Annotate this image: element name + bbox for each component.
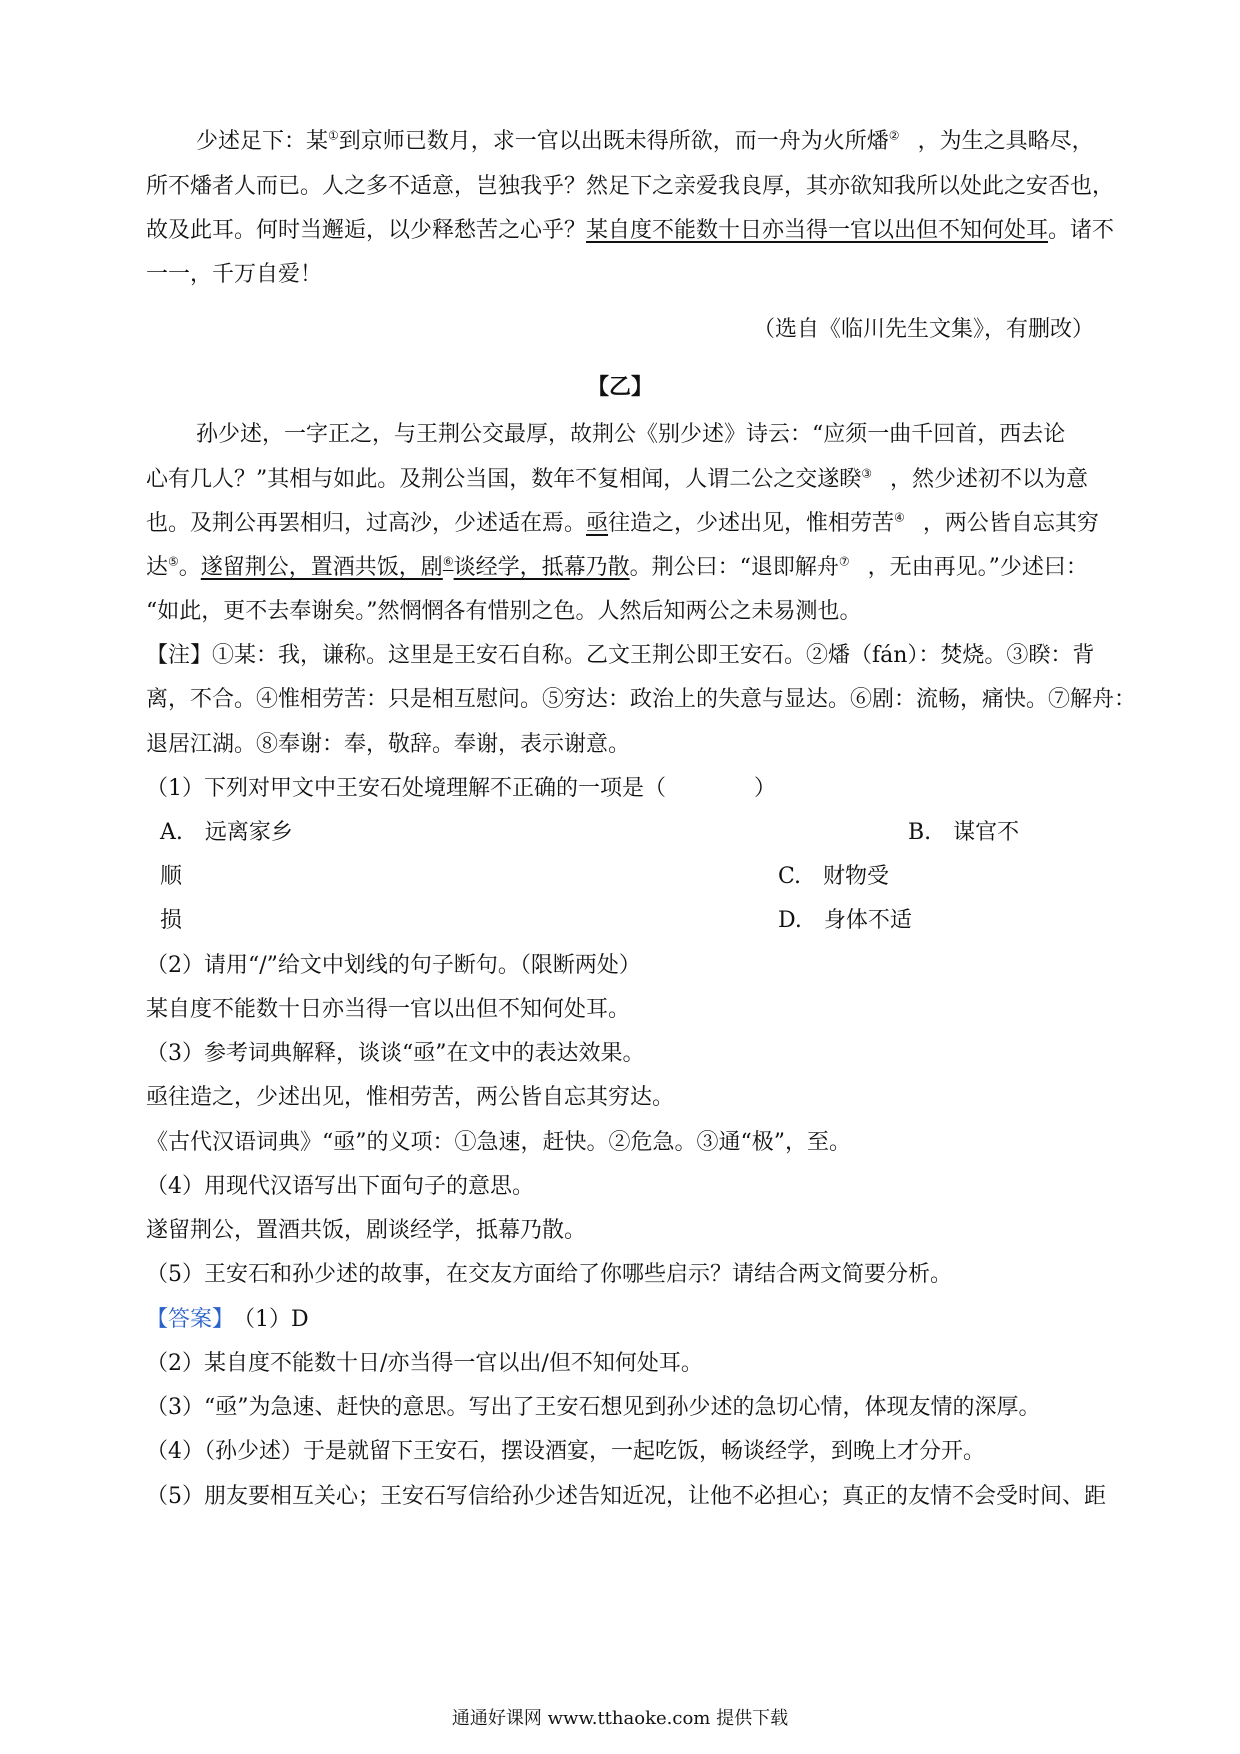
question-3: （3）参考词典解释，谈谈“亟”在文中的表达效果。: [146, 1041, 645, 1066]
answer-3: （3）“亟”为急速、赶快的意思。写出了王安石想见到孙少述的急切心情，体现友情的深厚。: [146, 1395, 1041, 1420]
text-span: 。诸不: [1048, 218, 1115, 243]
underlined-sentence: 遂留荆公，置酒共饭，剧: [200, 555, 443, 580]
underlined-word: 亟: [586, 511, 609, 536]
answer-5: （5）朋友要相互关心；王安石写信给孙少述告知近况，让他不必担心；真正的友情不会受时间、距: [146, 1484, 1107, 1509]
footnote-marker: ①: [328, 128, 339, 143]
footnote-marker: ⑥: [442, 554, 454, 569]
text-span: 往造之，少述出见，惟相劳苦: [608, 511, 895, 536]
option-c: C. 财物受: [778, 864, 890, 889]
text-span: 达: [146, 555, 169, 580]
notes-line-1: 【注】①某：我，谦称。这里是王安石自称。乙文王荆公即王安石。②燔（fán）：焚烧。③睽：背: [146, 643, 1095, 668]
question-1: （1）下列对甲文中王安石处境理解不正确的一项是（ ）: [146, 776, 776, 801]
text-span: 。荆公曰：“退即解舟: [629, 555, 839, 580]
jia-line-3: [146, 216, 1115, 246]
text-span: 故及此耳。何时当邂逅，以少释愁苦之心乎？: [146, 218, 587, 243]
jia-line-2: 所不燔者人而已。人之多不适意，岂独我乎？然足下之亲爱我良厚，其亦欲知我所以处此之安否也，: [146, 174, 1115, 199]
text-span: 也。及荆公再罢相归，过高沙，少述适在焉。: [146, 511, 587, 536]
jia-line-4: 一一，千万自爱！: [146, 262, 323, 287]
yi-line-4: [146, 553, 1096, 583]
yi-line-5: “如此，更不去奉谢矣。”然惘惘各有惜别之色。人然后知两公之未易测也。: [146, 599, 862, 624]
jia-line-1: [196, 127, 1146, 157]
question-3-dictionary: 《古代汉语词典》“亟”的义项：①急速，赶快。②危急。③通“极”，至。: [146, 1130, 851, 1155]
notes-line-2: 离，不合。④惟相劳苦：只是相互慰问。⑤穷达：政治上的失意与显达。⑥剧：流畅，痛快。⑦解舟：: [146, 687, 1137, 712]
question-3-sentence: 亟往造之，少述出见，惟相劳苦，两公皆自忘其穷达。: [146, 1085, 675, 1110]
page-footer: 通通好课网 www.tthaoke.com 提供下载: [451, 1708, 789, 1729]
notes-line-3: 退居江湖。⑧奉谢：奉，敬辞。奉谢，表示谢意。: [146, 732, 631, 757]
footnote-marker: ③: [861, 466, 873, 481]
yi-line-1: 孙少述，一字正之，与王荆公交最厚，故荆公《别少述》诗云：“应须一曲千回首，西去论: [196, 422, 1066, 447]
option-c-continued: 损: [160, 908, 183, 933]
text-span: （1）D: [244, 1307, 309, 1332]
option-b: B. 谋官不: [908, 820, 1020, 845]
answer-2: （2）某自度不能数十日/亦当得一官以出/但不知何处耳。: [146, 1351, 703, 1376]
underlined-sentence: 谈经学，抵幕乃散: [453, 555, 630, 580]
question-2: （2）请用“/”给文中划线的句子断句。（限断两处）: [146, 953, 641, 978]
text-span: ，无由再见。”少述曰：: [867, 555, 1088, 580]
question-5: （5）王安石和孙少述的故事，在交友方面给了你哪些启示？请结合两文简要分析。: [146, 1262, 952, 1287]
question-4-sentence: 遂留荆公，置酒共饭，剧谈经学，抵幕乃散。: [146, 1218, 587, 1243]
footnote-marker: ②: [888, 128, 900, 143]
option-d: D. 身体不适: [778, 908, 912, 933]
answer-1: [146, 1305, 1096, 1335]
yi-line-3: [146, 509, 1099, 539]
text-span: 少述足下：某: [196, 129, 329, 154]
footnote-marker: ④: [894, 510, 905, 525]
option-a: A. 远离家乡: [160, 820, 293, 845]
yi-line-2: [146, 465, 1096, 495]
yi-heading: 【乙】: [586, 374, 653, 400]
underlined-sentence: 某自度不能数十日亦当得一官以出但不知何处耳: [586, 218, 1049, 243]
text-span: 到京师已数月，求一官以出既未得所欲，而一舟为火所燔: [338, 129, 889, 154]
answer-4: （4）（孙少述）于是就留下王安石，摆设酒宴，一起吃饭，畅谈经学，到晚上才分开。: [146, 1439, 985, 1464]
option-b-continued: 顺: [160, 864, 183, 889]
jia-source: （选自《临川先生文集》，有删改）: [752, 317, 1094, 342]
footnote-marker: ⑦: [838, 554, 850, 569]
answer-label: 【答案】: [146, 1307, 235, 1332]
text-span: ，然少述初不以为意: [890, 467, 1089, 492]
question-2-sentence: 某自度不能数十日亦当得一官以出但不知何处耳。: [146, 997, 631, 1022]
text-span: 。: [178, 555, 201, 580]
footnote-marker: ⑤: [168, 554, 179, 569]
text-span: ，为生之具略尽，: [917, 129, 1094, 154]
text-span: ，两公皆自忘其穷: [922, 511, 1099, 536]
question-4: （4）用现代汉语写出下面句子的意思。: [146, 1174, 534, 1199]
text-span: 心有几人？”其相与如此。及荆公当国，数年不复相闻，人谓二公之交遂睽: [146, 467, 862, 492]
